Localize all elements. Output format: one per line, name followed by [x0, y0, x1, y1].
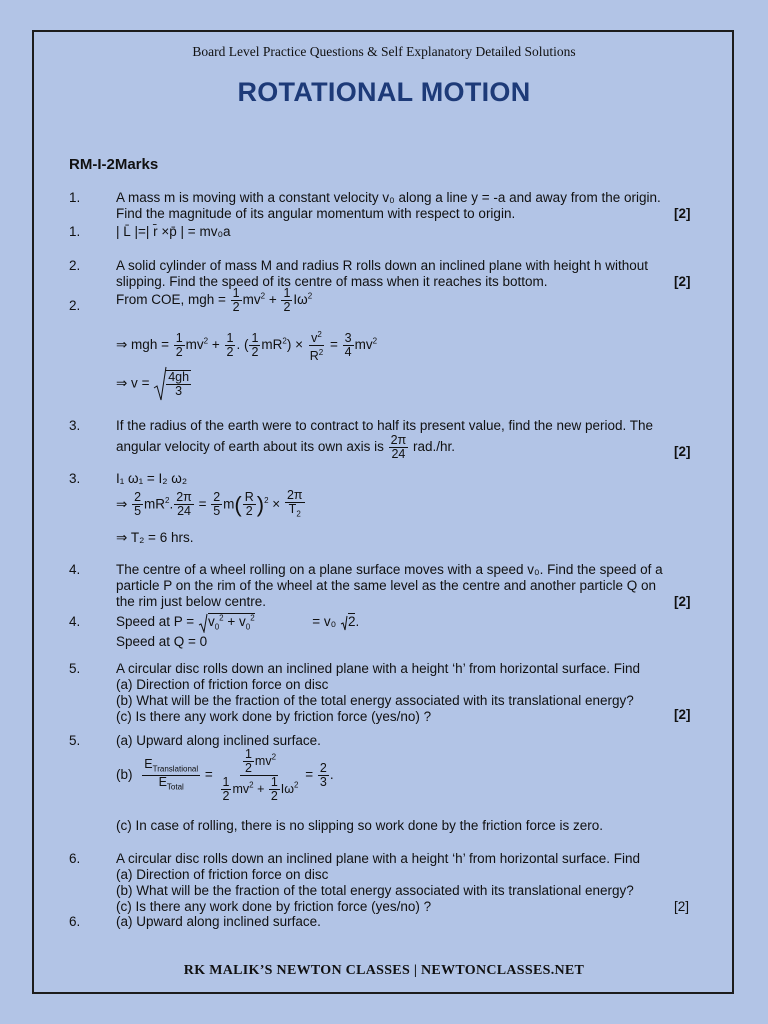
answer-number: 2. [69, 298, 81, 313]
answer-number: 6. [69, 914, 81, 929]
question-number: 6. [69, 851, 81, 866]
answer-text: I₁ ω₁ = I₂ ω₂ [116, 471, 188, 486]
answer-text: (c) In case of rolling, there is no slipping so work done by the friction force is zero. [116, 818, 603, 833]
question-number: 1. [69, 190, 81, 205]
answer-text: (a) Upward along inclined surface. [116, 733, 321, 748]
page-footer: RK MALIK’S NEWTON CLASSES | NEWTONCLASSES.NET [183, 963, 585, 978]
marks-label: [2] [674, 206, 691, 221]
equation-period: ⇒ $\frac{2}{5}$ $mR^2$. $\frac{2\pi}{24}$ = $\frac{2}{5}$ m( $\frac{R}{2}$ )$^2$ × $\frac{2\pi}{T_2}$ [116, 488, 303, 519]
answer-text: (a) Upward along inclined surface. [116, 914, 321, 929]
answer-text: ⇒ T₂ = 6 hrs. [116, 530, 194, 545]
question-number: 4. [69, 562, 81, 577]
answer-number: 4. [69, 614, 81, 629]
question-number: 5. [69, 661, 81, 676]
equation-velocity: ⇒ v = $\frac{4gh}{3}$ [116, 366, 192, 402]
equation-speed-p: Speed at $P = v_0^2 + v_0^2 = v_0$ 2. [116, 613, 360, 632]
answer-number: 3. [69, 471, 81, 486]
marks-label: [2] [674, 707, 691, 722]
page-title: ROTATIONAL MOTION [237, 77, 531, 107]
question-text: A circular disc rolls down an inclined plane with a height ‘h’ from horizontal surface. Find (a) Direction of friction force on disc (b) What will be the fraction of the total energy associated with its translational energy? (c) Is there any work done by friction force (yes/no) ? [116, 851, 641, 914]
answer-number: 5. [69, 733, 81, 748]
sqrt-icon [153, 366, 167, 402]
marks-label: [2] [674, 444, 691, 459]
question-text: If the radius of the earth were to contract to half its present value, find the new period. The [116, 418, 654, 433]
sqrt-icon [340, 615, 348, 631]
equation-coe: From COE, mgh = $\frac{1}{2}$ $mv^2$ + $\frac{1}{2}$ $I\omega^2$ [116, 286, 313, 314]
question-text-line2: angular velocity of earth about its own axis is $\frac{2\pi}{24}$ rad./hr. [116, 433, 456, 461]
marks-label: [2] [674, 899, 690, 914]
sqrt-icon [198, 613, 208, 633]
marks-label: [2] [674, 594, 691, 609]
answer-text: | L̄ |=| r̄ ×p̄ | = mv₀a [116, 224, 231, 239]
question-text: The centre of a wheel rolling on a plane surface moves with a speed v₀. Find the speed of a particle P on the rim of the wheel at the same level as the centre and another particle Q on the rim just below centre. [116, 562, 663, 609]
question-text: A circular disc rolls down an inclined plane with a height ‘h’ from horizontal surface. Find (a) Direction of friction force on disc (b) What will be the fraction of the total energy associated with its translational energy? (c) Is there any work done by friction force (yes/no) ? [116, 661, 641, 724]
question-number: 3. [69, 418, 81, 433]
answer-text: Speed at Q = 0 [116, 634, 208, 649]
equation-energy: ⇒ mgh = $\frac{1}{2}$ $mv^2$ + $\frac{1}{2}$ . ( $\frac{1}{2}$ $mR^2$) × $\frac{v^2}{R^2}$ = $\frac{3}{4}$ $mv^2$ [116, 330, 378, 364]
section-heading: RM-I-2Marks [69, 156, 159, 173]
question-number: 2. [69, 258, 81, 273]
page-header: Board Level Practice Questions & Self Explanatory Detailed Solutions [192, 44, 576, 59]
equation-energy-ratio: (b) $E_{Translational}$ $E_{Total}$ = $\frac{1}{2}$ $mv^2$ $\frac{1}{2}$ $mv^2$ + $\frac{1}{2}$ $I\omega^2$ = $\frac{2}{3}$ . [116, 747, 334, 803]
marks-label: [2] [674, 274, 691, 289]
question-text: A solid cylinder of mass M and radius R rolls down an inclined plane with height h without slipping. Find the speed of its centre of mass when it reaches its bottom. [116, 258, 649, 289]
answer-number: 1. [69, 224, 81, 239]
question-text: A mass m is moving with a constant velocity v₀ along a line y = -a and away from the origin. Find the magnitude of its angular momentum with respect to origin. [116, 190, 661, 221]
